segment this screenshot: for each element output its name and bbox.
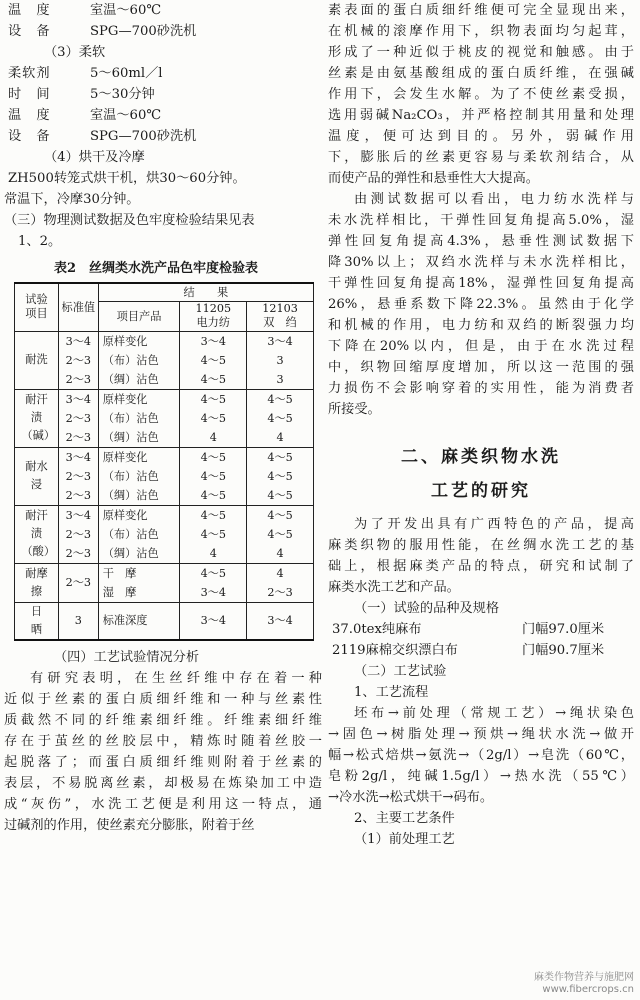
std-cell — [58, 563, 98, 602]
test-data-paragraph — [328, 189, 634, 420]
text-line: 础上，根据麻类产品的特点，研究和试制了 — [328, 559, 634, 574]
test-name: 耐汗渍（碱） — [21, 393, 56, 442]
test-name-cell — [15, 505, 59, 563]
item-cell-value: （布）沾色 — [102, 353, 159, 367]
left-column — [4, 0, 322, 836]
subheading-process-flow: 1、工艺流程 — [354, 685, 429, 700]
item-cell — [98, 331, 180, 389]
table-row — [15, 389, 314, 447]
product2-cell-value: 4～5 — [267, 508, 293, 522]
product1-cell-value: 4～5 — [200, 372, 226, 386]
product1-cell — [180, 602, 247, 640]
product1-cell-value: 4～5 — [200, 392, 226, 406]
text-line: 为了开发出具有广西特色的产品，提高 — [354, 517, 634, 532]
product1-cell-value: 4～5 — [200, 508, 226, 522]
section-title-line-2: 工艺的研究 — [431, 481, 531, 501]
std-cell-value: 2～3 — [65, 430, 92, 444]
section4-paragraph — [4, 668, 322, 836]
table-header-product-2: 12103 双 绉 — [247, 301, 314, 331]
spec-row — [4, 63, 322, 84]
spec-key: 温 度 — [8, 3, 51, 18]
product2-cell-value: 4～5 — [267, 469, 293, 483]
section4-heading: （四）工艺试验情况分析 — [54, 649, 200, 665]
text-line: 温度，便可达到目的。另外，弱碱作用 — [328, 129, 634, 144]
spec-list-washing — [4, 0, 322, 42]
section-title-line-1: 二、麻类织物水洗 — [401, 447, 561, 467]
item-cell-value: 原样变化 — [102, 392, 148, 406]
item-cell-value: （布）沾色 — [102, 469, 159, 483]
item-cell-value: 原样变化 — [102, 334, 148, 348]
text-line: 过碱剂的作用，使丝素充分膨胀，附着于丝 — [4, 817, 255, 833]
text-line: →冷水洗→松式烘干→码布。 — [328, 790, 494, 805]
std-cell — [58, 602, 98, 640]
test-name: 耐水浸 — [25, 460, 48, 491]
text-line: 下降在20%以内，但是，由于在水洗过程 — [328, 339, 634, 354]
spec-value: 室温～60℃ — [90, 108, 162, 123]
product1-cell-value: 4～5 — [200, 353, 226, 367]
product1-cell — [180, 331, 247, 389]
text-line: 近似于丝素的蛋白质细纤维和一种与丝素性 — [4, 691, 322, 707]
table-header-result: 结 果 — [98, 283, 313, 301]
item-cell-value: 原样变化 — [102, 508, 148, 522]
text-line: 存在于茧丝的丝胶层中，精炼时随着丝胶一 — [4, 733, 322, 749]
variety-width: 门幅97.0厘米 — [522, 622, 605, 637]
item-cell — [98, 563, 180, 602]
text-line: 在机械的滚摩作用下，织物表面均匀起茸， — [328, 24, 634, 39]
table-header-product-1: 11205 电力纺 — [180, 301, 247, 331]
std-cell-value: 3～4 — [65, 508, 92, 522]
spec-key: 柔软剂 — [8, 66, 51, 81]
std-cell-value: 2～3 — [65, 576, 92, 589]
softening-heading: （3）柔软 — [44, 45, 106, 60]
text-line: 麻类水洗工艺和产品。 — [328, 580, 460, 595]
text-line: 弹性回复角提高4.3%，悬垂性测试数据下 — [328, 234, 634, 249]
spec-value: 5～30分钟 — [90, 87, 155, 102]
table-header-test: 试验项目 — [15, 283, 59, 331]
text-line: 中，织物回缩厚度增加，所以这一范围的强 — [328, 360, 634, 375]
product2-cell — [247, 331, 314, 389]
text-line: →固色→树脂处理→预烘→绳状水洗→做开 — [328, 727, 634, 742]
text-line: 力损伤不会影响穿着的实用性，能为消费者 — [328, 381, 634, 396]
text-line: 幅→松式焙烘→氨洗→（2g/l）→皂洗（60℃， — [328, 748, 634, 763]
analysis-paragraph — [328, 0, 634, 189]
product2-cell — [247, 602, 314, 640]
std-cell — [58, 331, 98, 389]
text-line: 下，膨胀后的丝素更容易与柔软剂结合，从 — [328, 150, 634, 165]
std-cell-value: 2～3 — [65, 411, 92, 425]
hemp-intro-paragraph — [328, 514, 634, 598]
product1-cell-value: 4 — [209, 546, 217, 560]
spec-row — [4, 21, 322, 42]
std-cell — [58, 389, 98, 447]
test-name: 耐洗 — [25, 353, 48, 366]
spec-key: 时 间 — [8, 87, 51, 102]
spec-row — [4, 84, 322, 105]
product2-cell-value: 3 — [276, 353, 284, 367]
item-cell-value: （绸）沾色 — [102, 488, 159, 502]
product1-cell — [180, 505, 247, 563]
product1-cell-value: 4～5 — [200, 488, 226, 502]
product2-cell-value: 3 — [276, 372, 284, 386]
item-cell-value: 干 摩 — [102, 566, 137, 580]
item-cell-value: （布）沾色 — [102, 527, 159, 541]
spec-list-softening — [4, 63, 322, 147]
drying-line: ZH500转笼式烘干机，烘30～60分钟。 — [8, 171, 246, 186]
text-line: 起脱落了；而蛋白质细纤维则附着于丝素的 — [4, 754, 322, 770]
variety-spec-row — [328, 640, 634, 661]
text-line: 未水洗样相比，干弹性回复角提高5.0%，湿 — [328, 213, 634, 228]
section3-line: （三）物理测试数据及色牢度检验结果见表 — [4, 213, 255, 228]
table-row — [15, 602, 314, 640]
std-cell-value: 2～3 — [65, 527, 92, 541]
item-cell-value: 标准深度 — [102, 614, 148, 627]
text-line: 和机械的作用，电力纺和双绉的断裂强力均 — [328, 318, 634, 333]
text-line: 而使产品的弹性和悬垂性大大提高。 — [328, 171, 539, 186]
product1-cell — [180, 447, 247, 505]
variety-spec-row — [328, 619, 634, 640]
test-name-cell — [15, 447, 59, 505]
spec-value: 室温～60℃ — [90, 3, 162, 18]
table-row — [15, 447, 314, 505]
test-name: 耐摩擦 — [25, 566, 48, 598]
product1-cell-value: 4～5 — [200, 411, 226, 425]
product2-cell-value: 4～5 — [267, 450, 293, 464]
test-name: 日 晒 — [30, 604, 54, 636]
product1-cell-value: 3～4 — [200, 334, 226, 348]
item-cell-value: （绸）沾色 — [102, 546, 159, 560]
std-cell-value: 3～4 — [65, 450, 92, 464]
product2-cell-value: 2～3 — [267, 585, 293, 599]
spec-key: 设 备 — [8, 24, 51, 39]
drying-heading: （4）烘干及冷摩 — [44, 150, 145, 165]
variety-name: 2119麻棉交织漂白布 — [332, 643, 458, 658]
table-caption: 表2 丝绸类水洗产品色牢度检验表 — [54, 261, 259, 276]
item-cell-value: （布）沾色 — [102, 411, 159, 425]
item-cell — [98, 447, 180, 505]
product2-cell-value: 4～5 — [267, 488, 293, 502]
item-cell-value: （绸）沾色 — [102, 430, 159, 444]
product2-cell-value: 4～5 — [267, 527, 293, 541]
product1-cell — [180, 389, 247, 447]
subheading-process-test: （二）工艺试验 — [354, 664, 447, 679]
text-line: 坯布→前处理（常规工艺）→绳状染色 — [354, 706, 634, 721]
test-name-cell — [15, 563, 59, 602]
spec-row — [4, 126, 322, 147]
text-line: 质截然不同的纤维素细纤维。纤维素细纤维 — [4, 712, 322, 728]
product2-cell — [247, 505, 314, 563]
item-cell — [98, 505, 180, 563]
item-cell-value: 湿 摩 — [102, 585, 137, 599]
text-line: 形成了一种近似于桃皮的视觉和触感。由于 — [328, 45, 634, 60]
product2-cell-value: 4 — [276, 546, 284, 560]
text-line: 皂粉2g/l，纯碱1.5g/l）→热水洗（55℃） — [328, 769, 634, 784]
table-row — [15, 563, 314, 602]
table-header-std: 标准值 — [58, 283, 98, 331]
test-name: 耐汗渍（酸） — [21, 509, 56, 558]
text-line: 由测试数据可以看出，电力纺水洗样与 — [354, 192, 634, 207]
variety-name: 37.0tex纯麻布 — [332, 622, 422, 637]
variety-spec-list — [328, 619, 634, 661]
test-name-cell — [15, 602, 59, 640]
product1-cell-value: 4～5 — [200, 566, 226, 580]
table-row — [15, 331, 314, 389]
text-line: 26%，悬垂系数下降22.3%。虽然由于化学 — [328, 297, 634, 312]
table-row — [15, 505, 314, 563]
subheading-main-conditions: 2、主要工艺条件 — [354, 811, 455, 826]
std-cell-value: 2～3 — [65, 488, 92, 502]
spec-key: 温 度 — [8, 108, 51, 123]
item-cell — [98, 602, 180, 640]
text-line: 丝素是由氨基酸组成的蛋白质纤维，在强碱 — [328, 66, 634, 81]
test-name-cell — [15, 331, 59, 389]
text-line: 作用下，会发生水解。为了不使丝素受损， — [328, 87, 634, 102]
variety-width: 门幅90.7厘米 — [522, 643, 605, 658]
product2-cell — [247, 563, 314, 602]
item-cell-value: （绸）沾色 — [102, 372, 159, 386]
text-line: 素表面的蛋白质细纤维便可完全显现出来， — [328, 3, 634, 18]
product2-cell-value: 4～5 — [267, 411, 293, 425]
table-header-item: 项目产品 — [98, 301, 180, 331]
section3-line: 1、2。 — [18, 234, 62, 249]
std-cell-value: 2～3 — [65, 372, 92, 386]
process-flow-paragraph — [328, 703, 634, 808]
text-line: 表层，不易脱离丝素，却极易在炼染加工中造 — [4, 775, 322, 791]
text-line: 成“灰伤”，水洗工艺便是利用这一特点，通 — [4, 796, 322, 812]
item-cell-value: 原样变化 — [102, 450, 148, 464]
product2-cell-value: 4 — [276, 566, 284, 580]
product1-cell-value: 4 — [209, 430, 217, 444]
product1-cell-value: 3～4 — [200, 585, 226, 599]
product1-cell-value: 4～5 — [200, 450, 226, 464]
std-cell-value: 3～4 — [65, 392, 92, 406]
std-cell-value: 2～3 — [65, 353, 92, 367]
std-cell — [58, 447, 98, 505]
product2-cell-value: 3～4 — [267, 614, 293, 627]
product2-cell-value: 4 — [276, 430, 284, 444]
std-cell-value: 2～3 — [65, 546, 92, 560]
text-line: 干弹性回复角提高18%，湿弹性回复角提高 — [328, 276, 634, 291]
subheading-pretreatment: （1）前处理工艺 — [354, 832, 455, 847]
subheading-varieties: （一）试验的品种及规格 — [354, 601, 500, 616]
product2-cell-value: 4～5 — [267, 392, 293, 406]
std-cell-value: 3 — [74, 614, 82, 627]
spec-value: SPG—700砂洗机 — [90, 24, 197, 39]
text-line: 降30%以上；双绉水洗样与未水洗样相比， — [328, 255, 634, 270]
product2-cell — [247, 389, 314, 447]
spec-row — [4, 105, 322, 126]
product1-cell — [180, 563, 247, 602]
text-line: 有研究表明，在生丝纤维中存在着一种 — [30, 670, 322, 686]
spec-value: SPG—700砂洗机 — [90, 129, 197, 144]
spec-key: 设 备 — [8, 129, 51, 144]
product2-cell — [247, 447, 314, 505]
site-watermark: 麻类作物营养与施肥网 www.fibercrops.cn — [534, 972, 634, 995]
text-line: 麻类织物的服用性能，在丝绸水洗工艺的基 — [328, 538, 634, 553]
std-cell-value: 3～4 — [65, 334, 92, 348]
colorfastness-table — [14, 282, 314, 641]
item-cell — [98, 389, 180, 447]
std-cell — [58, 505, 98, 563]
text-line: 选用弱碱Na₂CO₃，并严格控制其用量和处理 — [328, 108, 634, 123]
drying-line: 常温下，冷摩30分钟。 — [4, 192, 140, 207]
right-column — [328, 0, 634, 850]
spec-row — [4, 0, 322, 21]
product1-cell-value: 4～5 — [200, 469, 226, 483]
spec-value: 5～60ml／l — [90, 66, 163, 81]
product1-cell-value: 4～5 — [200, 527, 226, 541]
product2-cell-value: 3～4 — [267, 334, 293, 348]
test-name-cell — [15, 389, 59, 447]
text-line: 所接受。 — [328, 402, 381, 417]
std-cell-value: 2～3 — [65, 469, 92, 483]
product1-cell-value: 3～4 — [200, 614, 226, 627]
